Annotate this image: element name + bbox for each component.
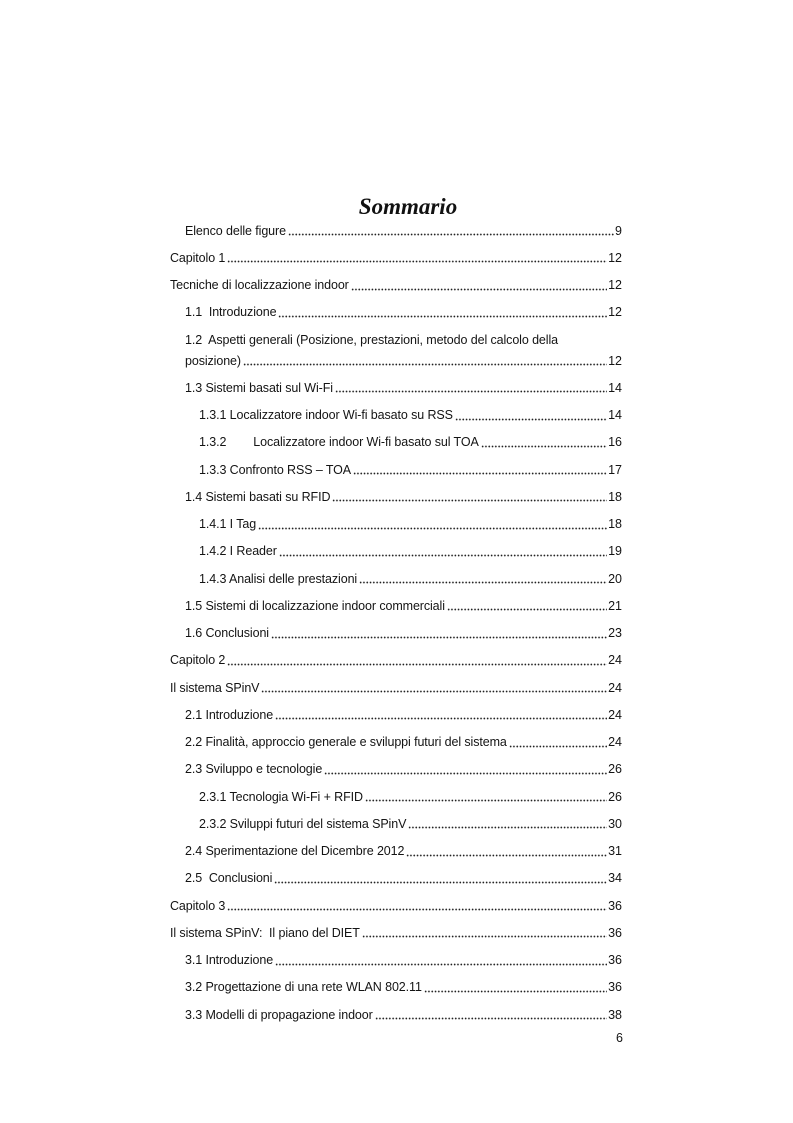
- toc-entry: [170, 460, 622, 481]
- dot-leader: [278, 302, 607, 323]
- toc-entry-line: [170, 923, 622, 944]
- toc-entry-line: [170, 351, 622, 372]
- page-number: 6: [616, 1031, 623, 1045]
- toc-entry-title: 1.3 Sistemi basati sul Wi-Fi: [185, 380, 333, 395]
- toc-entry: [170, 221, 622, 242]
- dot-leader: [365, 787, 607, 808]
- toc-entry-page: 36: [608, 980, 622, 995]
- dot-leader: [332, 487, 607, 508]
- toc-entry: [170, 623, 622, 644]
- toc-entry-title: 2.3 Sviluppo e tecnologie: [185, 762, 323, 777]
- toc-entry: [170, 868, 622, 889]
- toc-entry-title: 1.3.3 Confronto RSS – TOA: [199, 462, 351, 477]
- toc-entry-title: 3.2 Progettazione di una rete WLAN 802.11: [185, 980, 422, 995]
- dot-leader: [335, 378, 607, 399]
- toc-entry: [170, 596, 622, 617]
- toc-entry-page: 9: [615, 223, 622, 238]
- toc-entry: [170, 302, 622, 323]
- toc-entry-line: [170, 841, 622, 862]
- dot-leader: [227, 896, 607, 917]
- toc-entry-line: [170, 977, 622, 998]
- toc-entry: [170, 759, 622, 780]
- toc-entry-title: Il sistema SPinV: Il piano del DIET: [170, 925, 360, 940]
- toc-entry-line: [170, 732, 622, 753]
- toc-entry-page: 36: [608, 953, 622, 967]
- toc-entry-line: [170, 868, 622, 889]
- dot-leader: [375, 1005, 607, 1026]
- toc-entry-title: 1.1 Introduzione: [185, 305, 277, 320]
- toc-entry-line: [170, 487, 622, 508]
- toc-entry: [170, 1005, 622, 1026]
- toc-entry-title: 2.1 Introduzione: [185, 707, 274, 722]
- toc-entry-line: [170, 814, 622, 835]
- toc-entry-page: 12: [608, 250, 622, 265]
- toc-entry-line: [170, 432, 622, 453]
- dot-leader: [509, 732, 607, 753]
- toc-entry-title: Capitolo 1: [170, 250, 226, 265]
- toc-entry-page: 20: [608, 571, 622, 586]
- toc-entry-page: 34: [608, 871, 622, 886]
- toc-entry-title: 1.4.1 I Tag: [199, 517, 257, 531]
- toc-entry-title: 2.3.1 Tecnologia Wi-Fi + RFID: [199, 789, 363, 804]
- toc-entry-page: 12: [608, 305, 622, 320]
- toc-entry-title: posizione): [185, 353, 241, 368]
- dot-leader: [274, 868, 607, 889]
- dot-leader: [261, 678, 607, 699]
- toc-entry-title: 1.6 Conclusioni: [185, 626, 269, 640]
- toc-entry: [170, 487, 622, 508]
- page-title: Sommario: [358, 194, 458, 219]
- toc-entry: [170, 678, 622, 699]
- toc-entry: [170, 275, 622, 296]
- toc-entry-line: [170, 569, 622, 590]
- dot-leader: [424, 977, 607, 998]
- toc-entry-page: 31: [608, 844, 622, 858]
- toc-entry-page: 24: [608, 707, 622, 722]
- dot-leader: [288, 221, 614, 242]
- toc-entry: [170, 248, 622, 269]
- toc-entry-line: [170, 1005, 622, 1026]
- toc-entry-line: [170, 541, 622, 562]
- toc-entry-line: [170, 650, 622, 671]
- toc-entry-line: [170, 460, 622, 481]
- toc-entry-title: Il sistema SPinV: [170, 680, 260, 695]
- toc-entry-page: 38: [608, 1007, 622, 1022]
- dot-leader: [275, 705, 607, 726]
- toc-entry-title: 3.3 Modelli di propagazione indoor: [185, 1007, 373, 1022]
- dot-leader: [447, 596, 607, 617]
- dot-leader: [279, 541, 607, 562]
- toc-entry: [170, 330, 622, 372]
- toc-entry-line: [170, 596, 622, 617]
- toc-entry-line: [170, 275, 622, 296]
- table-of-contents: [170, 221, 622, 1032]
- toc-entry-page: 23: [608, 626, 622, 640]
- toc-entry-title: 1.4.3 Analisi delle prestazioni: [199, 571, 358, 586]
- toc-entry-title: Elenco delle figure: [185, 223, 286, 238]
- dot-leader: [455, 405, 607, 426]
- toc-entry-page: 14: [608, 380, 622, 395]
- toc-entry-title: 2.3.2 Sviluppi futuri del sistema SPinV: [199, 816, 407, 831]
- toc-entry-title: 2.2 Finalità, approccio generale e sviluppi futuri del sistema: [185, 735, 507, 749]
- toc-entry-title: 1.2 Aspetti generali (Posizione, prestazioni, metodo del calcolo della: [185, 332, 558, 347]
- dot-leader: [227, 650, 607, 671]
- toc-entry-title: Tecniche di localizzazione indoor: [170, 278, 349, 292]
- toc-entry-title: Capitolo 2: [170, 653, 226, 668]
- toc-entry-line: [170, 759, 622, 780]
- dot-leader: [258, 514, 607, 535]
- toc-entry-title: 3.1 Introduzione: [185, 953, 274, 967]
- dot-leader: [362, 923, 607, 944]
- dot-leader: [271, 623, 607, 644]
- toc-entry-line: [170, 378, 622, 399]
- dot-leader: [243, 351, 607, 372]
- toc-entry: [170, 814, 622, 835]
- toc-entry-line: [170, 514, 622, 535]
- toc-entry-line: [170, 302, 622, 323]
- dot-leader: [406, 841, 607, 862]
- toc-entry: [170, 514, 622, 535]
- toc-entry-page: 18: [608, 517, 622, 531]
- toc-entry-line: [170, 248, 622, 269]
- toc-entry-line: [170, 896, 622, 917]
- dot-leader: [359, 569, 607, 590]
- dot-leader: [481, 432, 607, 453]
- toc-entry-page: 36: [608, 925, 622, 940]
- toc-entry: [170, 405, 622, 426]
- toc-entry: [170, 569, 622, 590]
- toc-entry-title: 2.5 Conclusioni: [185, 871, 273, 886]
- toc-entry: [170, 841, 622, 862]
- toc-entry-line: [170, 678, 622, 699]
- toc-entry-page: 36: [608, 898, 622, 913]
- toc-entry-page: 21: [608, 598, 622, 613]
- toc-entry-title: 1.5 Sistemi di localizzazione indoor commerciali: [185, 598, 445, 613]
- toc-entry-title: 1.3.1 Localizzatore indoor Wi-fi basato su RSS: [199, 408, 453, 422]
- toc-entry-title: 2.4 Sperimentazione del Dicembre 2012: [185, 844, 405, 858]
- dot-leader: [275, 950, 607, 971]
- toc-entry: [170, 541, 622, 562]
- toc-entry: [170, 432, 622, 453]
- toc-entry: [170, 732, 622, 753]
- toc-entry: [170, 787, 622, 808]
- toc-entry-page: 12: [608, 353, 622, 368]
- toc-entry-page: 14: [608, 408, 622, 422]
- dot-leader: [351, 275, 607, 296]
- toc-entry-line: [170, 221, 622, 242]
- toc-entry-title: Capitolo 3: [170, 898, 226, 913]
- toc-entry: [170, 896, 622, 917]
- toc-entry-line: [170, 623, 622, 644]
- toc-entry: [170, 378, 622, 399]
- toc-entry: [170, 650, 622, 671]
- dot-leader: [353, 460, 607, 481]
- toc-entry-page: 12: [608, 278, 622, 292]
- toc-entry-page: 16: [608, 435, 622, 450]
- toc-entry-title: 1.4.2 I Reader: [199, 544, 277, 559]
- toc-entry: [170, 950, 622, 971]
- toc-entry-page: 19: [608, 544, 622, 559]
- toc-entry-title: 1.4 Sistemi basati su RFID: [185, 489, 331, 504]
- toc-entry-line: [170, 705, 622, 726]
- toc-entry-page: 26: [608, 762, 622, 777]
- toc-entry-page: 18: [608, 489, 622, 504]
- toc-entry-page: 24: [608, 653, 622, 668]
- toc-entry: [170, 977, 622, 998]
- dot-leader: [227, 248, 607, 269]
- toc-entry-page: 24: [608, 680, 622, 695]
- toc-entry-line: [170, 330, 622, 351]
- toc-entry-page: 17: [608, 462, 622, 477]
- toc-entry: [170, 705, 622, 726]
- toc-entry-page: 26: [608, 789, 622, 804]
- toc-entry-title: 1.3.2 Localizzatore indoor Wi-fi basato sul TOA: [199, 435, 479, 450]
- dot-leader: [324, 759, 607, 780]
- toc-entry-line: [170, 405, 622, 426]
- dot-leader: [408, 814, 607, 835]
- toc-entry: [170, 923, 622, 944]
- toc-entry-line: [170, 950, 622, 971]
- toc-entry-page: 24: [608, 735, 622, 749]
- toc-entry-line: [170, 787, 622, 808]
- toc-entry-page: 30: [608, 816, 622, 831]
